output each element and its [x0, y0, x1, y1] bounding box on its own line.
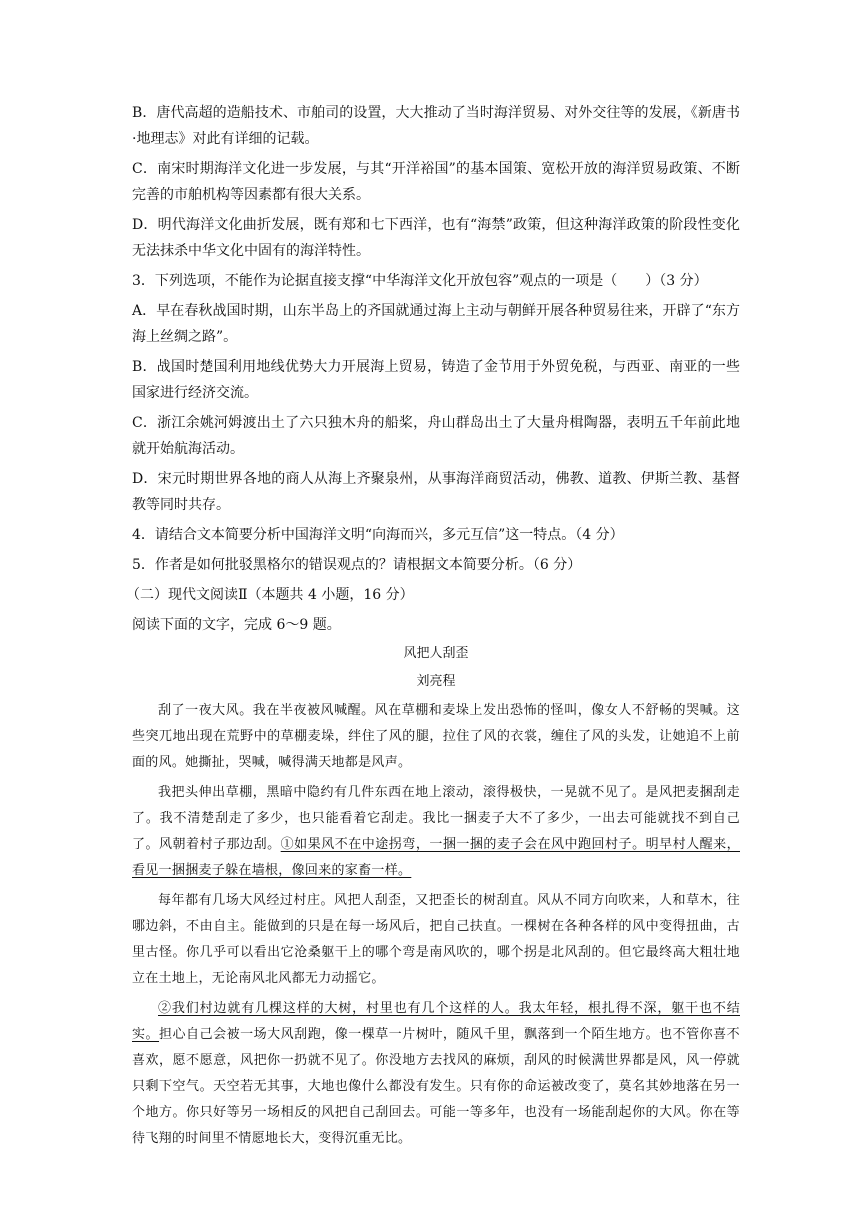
article-author: 刘亮程: [416, 674, 456, 689]
underlined-sentence-1: ①如果风不在中途拐弯，一捆一捆的麦子会在风中跑回村子。明早村人醒来，看见一捆捆麦子躲在墙根，像回来的家畜一样。: [132, 837, 740, 878]
q2-option-d: D．明代海洋文化曲折发展，既有郑和七下西洋，也有“海禁”政策，但这种海洋政策的阶段性变化无法抹杀中华文化中固有的海洋特性。: [132, 217, 740, 259]
q2-option-b: B．唐代高超的造船技术、市舶司的设置，大大推动了当时海洋贸易、对外交往等的发展，《新唐书·地理志》对此有详细的记载。: [132, 105, 740, 147]
article-paragraph-1: 刮了一夜大风。我在半夜被风喊醒。风在草棚和麦垛上发出恐怖的怪叫，像女人不舒畅的哭喊。这些突兀地出现在荒野中的草棚麦垛，绊住了风的腿，拉住了风的衣裳，缠住了风的头发，让她追不上前面的风。她撕扯，哭喊，喊得满天地都是风声。: [132, 703, 740, 770]
article-paragraph-3: 每年都有几场大风经过村庄。风把人刮歪，又把歪长的树刮直。风从不同方向吹来，人和草木，往哪边斜，不由自主。能做到的只是在每一场风后，把自己扶直。一棵树在各种各样的风中变得扭曲，古里古怪。你几乎可以看出它沧桑躯干上的哪个弯是南风吹的，哪个拐是北风刮的。但它最终高大粗壮地立在土地上，无论南风北风都无力动摇它。: [132, 893, 740, 986]
q3-stem: 3．下列选项，不能作为论据直接支撑“中华海洋文化开放包容”观点的一项是（ ）（3 分）: [132, 273, 708, 289]
article-paragraph-2: [132, 780, 740, 884]
section-heading: （二）现代文阅读Ⅱ（本题共 4 小题，16 分）: [126, 587, 414, 603]
q2-option-c: C．南宋时期海洋文化进一步发展，与其“开洋裕国”的基本国策、宽松开放的海洋贸易政策、不断完善的市舶机构等因素都有很大关系。: [132, 161, 740, 203]
article-paragraph-4: [132, 996, 740, 1152]
q3-option-c: C．浙江余姚河姆渡出土了六只独木舟的船桨，舟山群岛出土了大量舟楫陶器，表明五千年前此地就开始航海活动。: [132, 415, 740, 457]
exam-page: [126, 100, 740, 1156]
q3-option-d: D．宋元时期世界各地的商人从海上齐聚泉州，从事海洋商贸活动，佛教、道教、伊斯兰教、基督教等同时共存。: [132, 471, 740, 513]
underlined-sentence-2: ②我们村边就有几棵这样的大树，村里也有几个这样的人。我太年轻，根扎得不深，躯干也不结实。: [132, 1001, 740, 1042]
reading-instruction: 阅读下面的文字，完成 6～9 题。: [132, 617, 341, 633]
paragraph-4-text: 担心自己会被一场大风刮跑，像一棵草一片树叶，随风千里，飘落到一个陌生地方。也不管你喜不喜欢，愿不愿意，风把你一扔就不见了。你没地方去找风的麻烦，刮风的时候满世界都是风，风一停就只剩下空气。天空若无其事，大地也像什么都没有发生。只有你的命运被改变了，莫名其妙地落在另一个地方。你只好等另一场相反的风把自己刮回去。可能一等多年，也没有一场能刮起你的大风。你在等待飞翔的时间里不情愿地长大，变得沉重无比。: [132, 1027, 740, 1146]
q4: 4．请结合文本简要分析中国海洋文明“向海而兴，多元互信”这一特点。（4 分）: [132, 527, 624, 543]
paragraph-2-text: 我把头伸出草棚，黑暗中隐约有几件东西在地上滚动，滚得极快，一晃就不见了。是风把麦捆刮走了。我不清楚刮走了多少，也只能看着它刮走。我比一捆麦子大不了多少，一出去可能就找不到自己了。风朝着村子那边刮。: [132, 785, 740, 852]
q3-option-a: A．早在春秋战国时期，山东半岛上的齐国就通过海上主动与朝鲜开展各种贸易往来，开辟了“东方海上丝绸之路”。: [132, 303, 740, 345]
article-title: 风把人刮歪: [403, 646, 469, 661]
q3-option-b: B．战国时楚国利用地线优势大力开展海上贸易，铸造了金节用于外贸免税，与西亚、南亚的一些国家进行经济交流。: [132, 359, 740, 401]
q5: 5．作者是如何批驳黑格尔的错误观点的？请根据文本简要分析。（6 分）: [132, 557, 582, 573]
